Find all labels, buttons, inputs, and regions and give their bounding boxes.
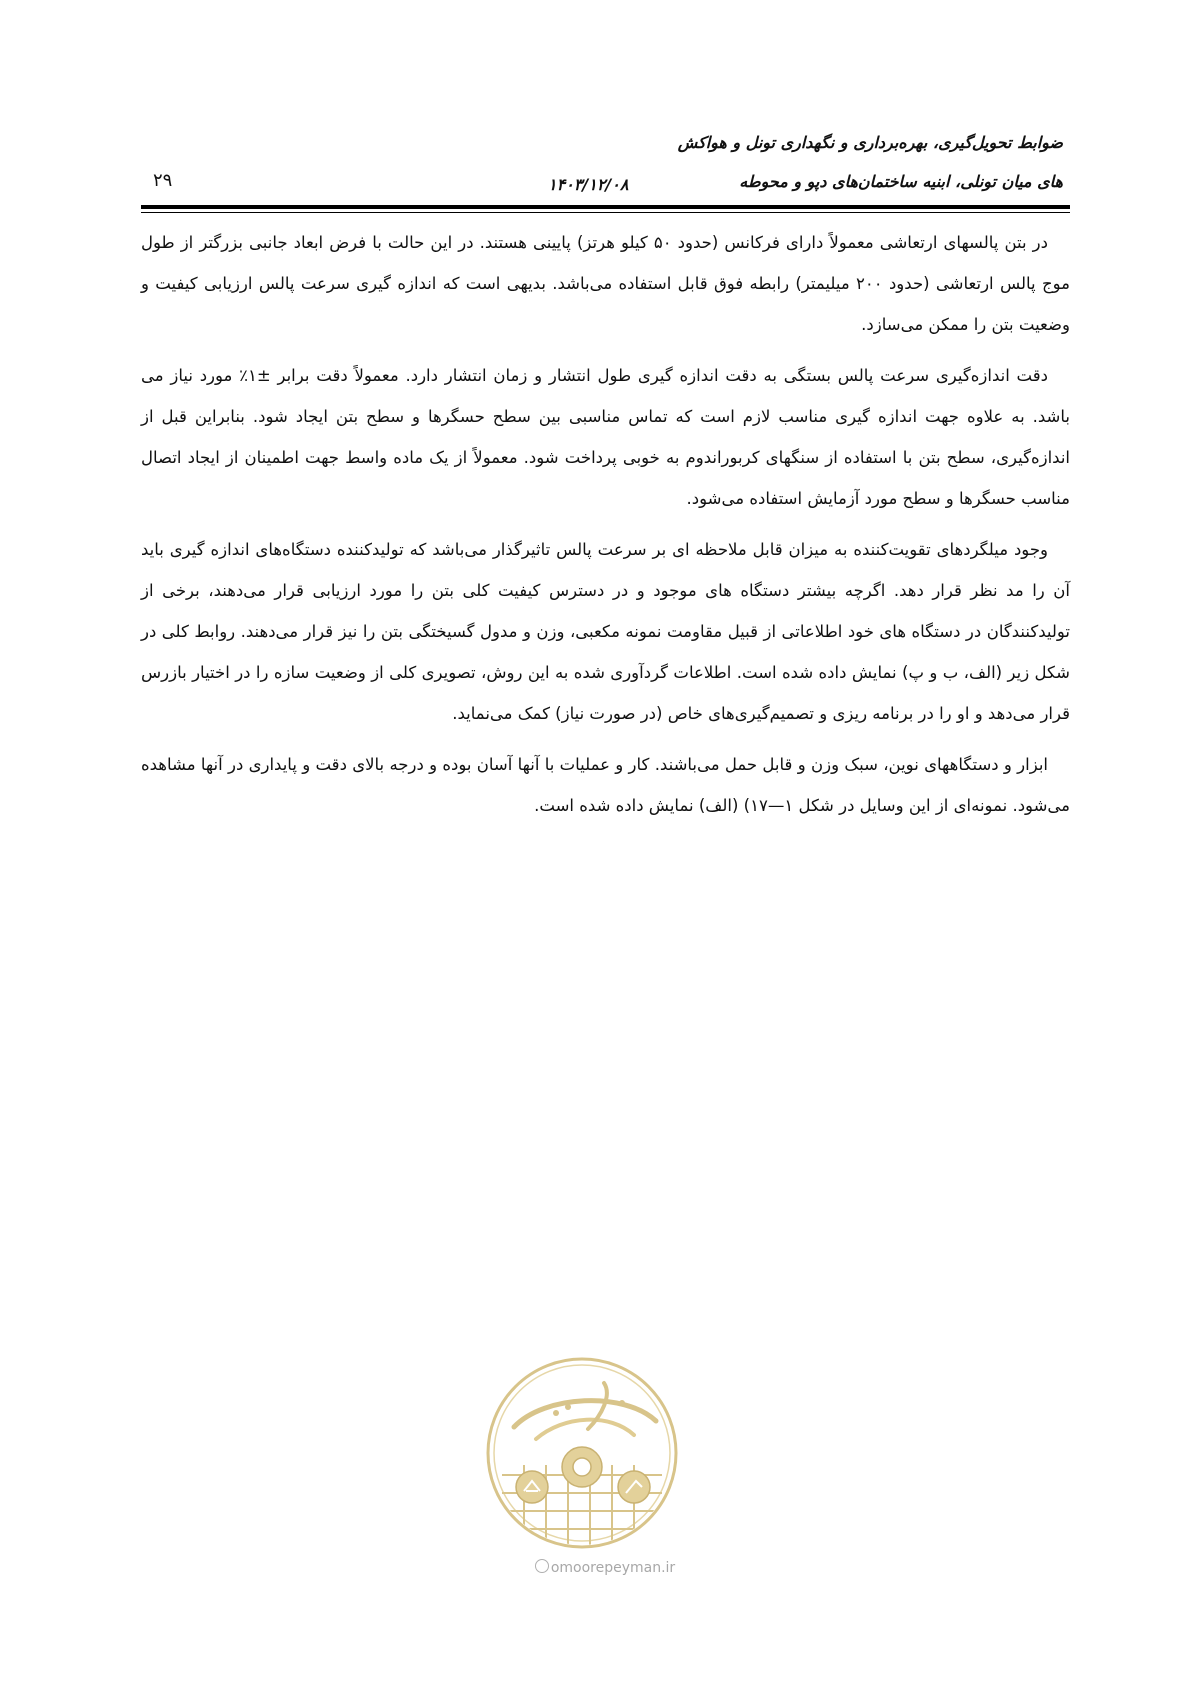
paragraph: وجود میلگردهای تقویت‌کننده به میزان قابل ملاحظه ای بر سرعت پالس تاثیرگذار می‌باشد که تولیدکننده دستگاه‌های اندازه گیری باید آن را مد نظر قرار دهد. اگرچه بیشتر دستگاه های موجود و در دسترس کیفیت کلی بتن را مورد ارزیابی قرار می‌دهند، برخی از تولیدکنندگان در دستگاه های خود اطلاعاتی از قبیل مقاومت نمونه مکعبی، وزن و مدول گسیختگی بتن را نیز قرار می‌دهند. روابط کلی در شکل زیر (الف، ب و پ) نمایش داده شده است. اطلاعات گردآوری شده به این روش، تصویری کلی از وضعیت سازه را در اختیار بازرس قرار می‌دهد و او را در برنامه ریزی و تصمیم‌گیری‌های خاص (در صورت نیاز) کمک می‌نماید. bbox=[141, 540, 1070, 723]
header-date: ۱۴۰۳/۱۲/۰۸ bbox=[548, 175, 629, 194]
page-number: ۲۹ bbox=[153, 170, 173, 191]
paragraph: دقت اندازه‌گیری سرعت پالس بستگی به دقت اندازه گیری طول انتشار و زمان انتشار دارد. معمولاً دقت برابر ±۱٪ مورد نیاز می باشد. به علاوه جهت اندازه گیری مناسب لازم است که تماس مناسبی بین سطح حسگرها و سطح بتن ایجاد شود. بنابراین قبل از اندازه‌گیری، سطح بتن با استفاده از سنگهای کربوراندوم به خوبی پرداخت شود. معمولاً از یک ماده واسط جهت اطمینان از ایجاد اتصال مناسب حسگرها و سطح مورد آزمایش استفاده می‌شود. bbox=[141, 366, 1070, 508]
header-rule-thick bbox=[141, 205, 1070, 209]
body-text bbox=[141, 222, 1070, 836]
running-header-line2: های میان تونلی، ابنیه ساختمان‌های دپو و محوطه bbox=[739, 172, 1063, 191]
globe-icon bbox=[535, 1559, 549, 1573]
header-rule-thin bbox=[141, 212, 1070, 213]
running-header-line1: ضوابط تحویل‌گیری، بهره‌برداری و نگهداری تونل و هواکش bbox=[677, 133, 1063, 152]
watermark-url bbox=[505, 1559, 705, 1576]
paragraph: ابزار و دستگاههای نوین، سبک وزن و قابل حمل می‌باشند. کار و عملیات با آنها آسان بوده و درجه بالای دقت و پایداری در آنها مشاهده می‌شود. نمونه‌ای از این وسایل در شکل ۱—۱۷) (الف) نمایش داده شده است. bbox=[141, 755, 1070, 815]
paragraph: در بتن پالسهای ارتعاشی معمولاً دارای فرکانس (حدود ۵۰ کیلو هرتز) پایینی هستند. در این حالت با فرض ابعاد جانبی بزرگتر از طول موج پالس ارتعاشی (حدود ۲۰۰ میلیمتر) رابطه فوق قابل استفاده می‌باشد. بدیهی است که اندازه گیری سرعت پالس ارزیابی کیفیت و وضعیت بتن را ممکن می‌سازد. bbox=[141, 233, 1070, 334]
watermark-seal-icon bbox=[484, 1355, 680, 1551]
watermark-url-text: omoorepeyman.ir bbox=[550, 1560, 676, 1576]
